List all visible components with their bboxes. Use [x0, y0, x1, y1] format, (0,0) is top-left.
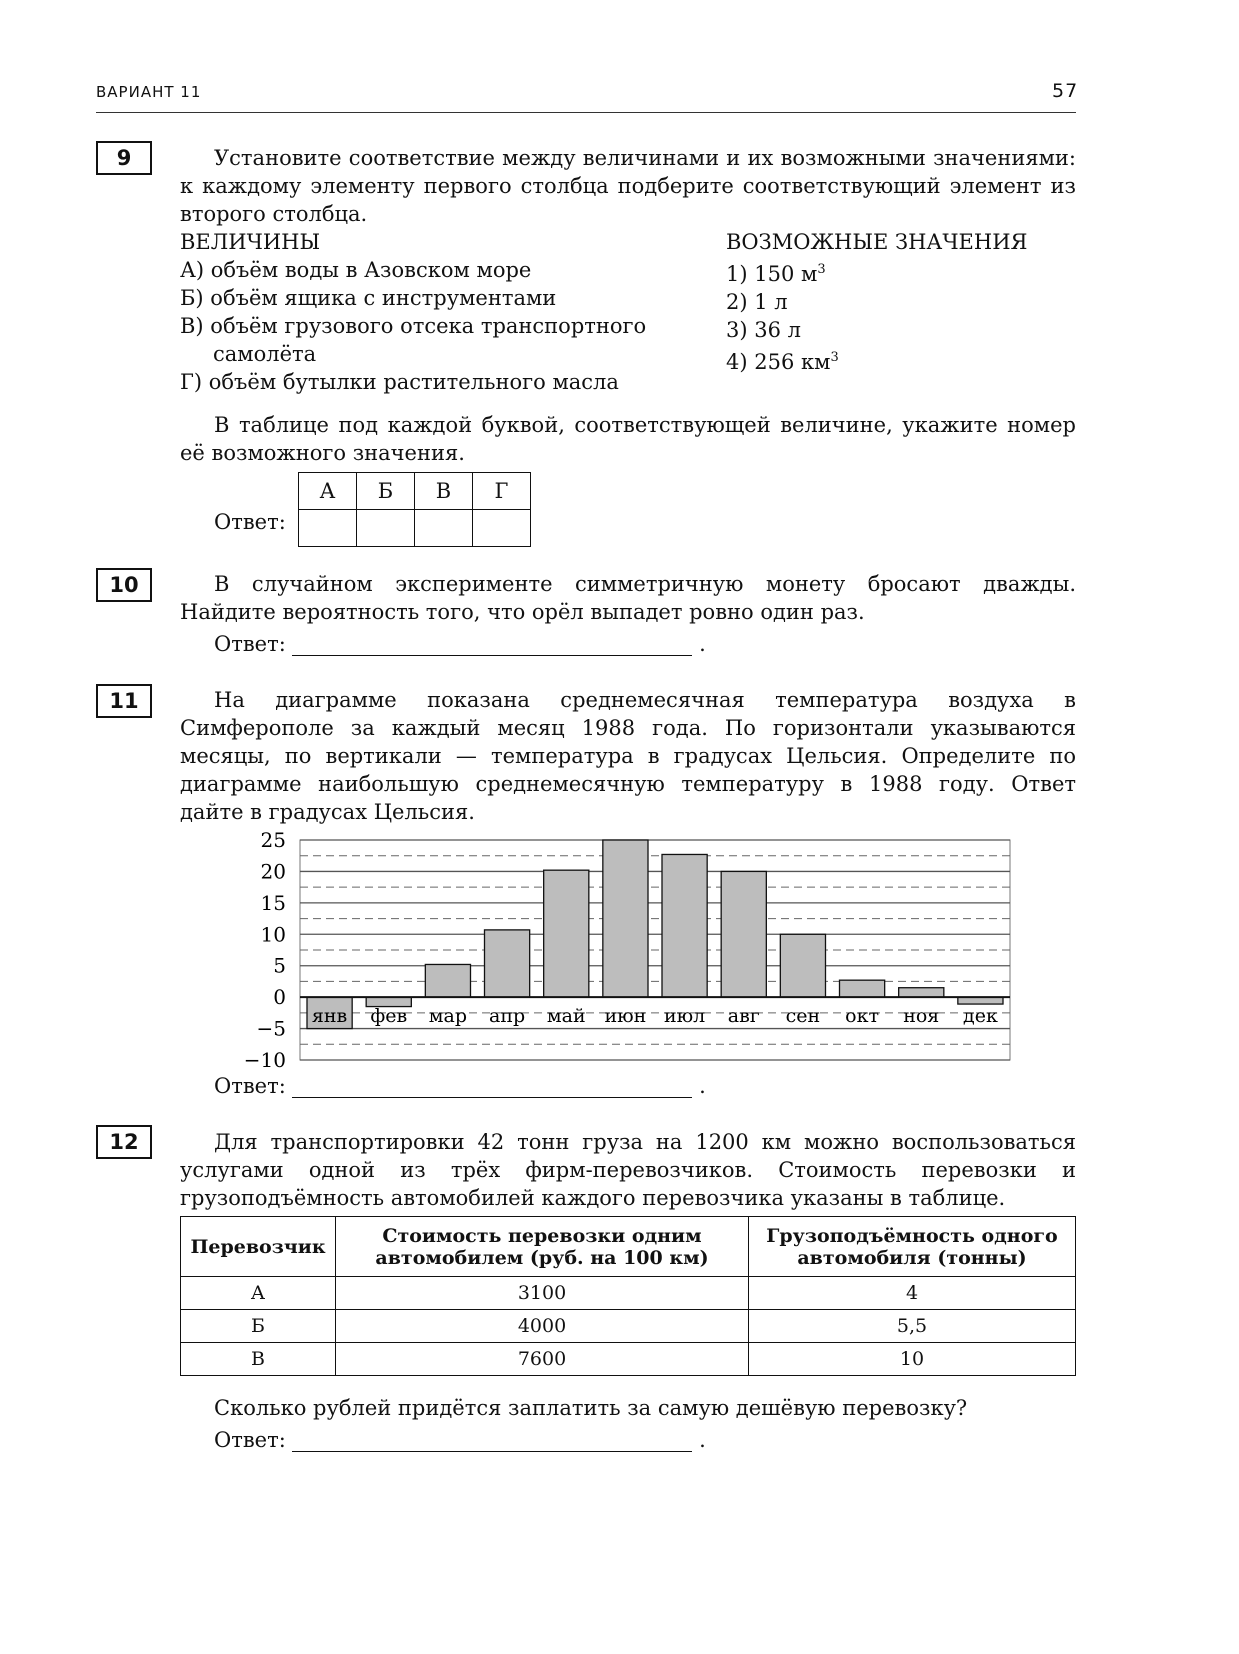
- x-tick-label: янв: [311, 1005, 348, 1028]
- x-tick-label: апр: [489, 1005, 526, 1028]
- x-tick-label: авг: [727, 1005, 760, 1028]
- answer-line[interactable]: [292, 637, 692, 656]
- answer-cell[interactable]: [473, 510, 531, 547]
- value-item: 1) 150 $м^3$: [726, 262, 826, 286]
- x-tick-label: май: [546, 1005, 586, 1028]
- task-number-12: 12: [96, 1125, 152, 1159]
- bar-дек: [958, 997, 1003, 1004]
- carriers-table: Перевозчик Стоимость перевозки одним автомобилем (руб. на 100 км) Грузоподъёмность одного автомобиля (тонны) А 3100 4 Б 4000 5,5 В 7600 10: [180, 1216, 1076, 1376]
- answer-line[interactable]: [292, 1433, 692, 1452]
- task-12-text: Для транспортировки 42 тонн груза на 1200 км можно воспользоваться услугами одной из трёх фирм-перевозчиков. Стоимость перевозки и грузоподъёмность автомобилей каждого перевозчика указаны в таблице.: [180, 1130, 1076, 1210]
- y-tick-label: −5: [256, 1016, 286, 1041]
- variant-header: ВАРИАНТ 11: [96, 83, 202, 101]
- y-tick-label: 5: [273, 953, 286, 978]
- value-item: 3) 36 л: [726, 318, 801, 342]
- answer-row: Ответ: .: [214, 1074, 706, 1098]
- x-tick-label: июн: [604, 1005, 647, 1028]
- page-number: 57: [1052, 80, 1079, 102]
- x-tick-label: сен: [785, 1005, 821, 1028]
- y-tick-label: −10: [243, 1048, 286, 1072]
- table-row: А 3100 4: [181, 1277, 1076, 1310]
- answer-line[interactable]: [292, 1079, 692, 1098]
- y-tick-label: 15: [260, 890, 286, 915]
- bar-ноя: [899, 988, 944, 997]
- x-tick-label: мар: [428, 1005, 468, 1028]
- x-tick-label: дек: [963, 1005, 998, 1028]
- answer-label: Ответ:: [214, 510, 286, 534]
- bar-авг: [721, 871, 766, 997]
- task-11-text: На диаграмме показана среднемесячная температура воздуха в Симферополе за каждый месяц 1988 года. По горизонтали указываются месяцы, по вертикали — температура в градусах Цельсия. Определите по диаграмме наибольшую среднемесячную температуру в 1988 году. Ответ дайте в градусах Цельсия.: [180, 688, 1076, 824]
- y-tick-label: 25: [260, 828, 286, 852]
- bar-окт: [840, 980, 885, 997]
- answer-cell[interactable]: [415, 510, 473, 547]
- col1-title: ВЕЛИЧИНЫ: [180, 230, 321, 254]
- value-item: 2) 1 л: [726, 290, 788, 314]
- values-column: [726, 228, 1076, 376]
- table-row: Б 4000 5,5: [181, 1310, 1076, 1343]
- temperature-chart: [240, 828, 1030, 1078]
- task-number-10: 10: [96, 568, 152, 602]
- task-number-9: 9: [96, 141, 152, 175]
- col2-title: ВОЗМОЖНЫЕ ЗНАЧЕНИЯ: [726, 230, 1028, 254]
- task-number-11: 11: [96, 684, 152, 718]
- bar-мар: [425, 964, 470, 997]
- answer-row: Ответ: .: [214, 1428, 706, 1452]
- y-tick-label: 10: [260, 922, 286, 947]
- x-tick-label: окт: [845, 1005, 879, 1028]
- value-item: 4) 256 $км^3$: [726, 350, 839, 374]
- task-9-instruction: В таблице под каждой буквой, соответствующей величине, укажите номер её возможного значения.: [180, 413, 1076, 465]
- task-12-question: Сколько рублей придётся заплатить за самую дешёвую перевозку?: [214, 1396, 968, 1420]
- bar-июл: [662, 854, 707, 997]
- x-tick-label: июл: [663, 1005, 706, 1028]
- answer-cell[interactable]: [299, 510, 357, 547]
- quantity-item: Б) объём ящика с инструментами: [180, 286, 557, 310]
- answer-row: Ответ: .: [214, 632, 706, 656]
- bar-май: [544, 870, 589, 997]
- bar-июн: [603, 840, 648, 997]
- answer-table: А Б В Г: [298, 472, 531, 547]
- quantity-item: А) объём воды в Азовском море: [180, 258, 532, 282]
- answer-cell[interactable]: [357, 510, 415, 547]
- x-tick-label: фев: [370, 1005, 408, 1028]
- header-divider: [96, 112, 1076, 113]
- task-9-text: Установите соответствие между величинами и их возможными значениями: к каждому элементу первого столбца подберите соответствующий элемент из второго столбца.: [180, 146, 1076, 226]
- x-tick-label: ноя: [903, 1005, 940, 1028]
- bar-апр: [485, 930, 530, 997]
- table-row: В 7600 10: [181, 1343, 1076, 1376]
- y-tick-label: 20: [260, 859, 286, 884]
- quantity-item: Г) объём бутылки растительного масла: [180, 370, 619, 394]
- quantities-column: [180, 228, 680, 396]
- task-10-text: В случайном эксперименте симметричную монету бросают дважды. Найдите вероятность того, что орёл выпадет ровно один раз.: [180, 572, 1076, 624]
- bar-сен: [780, 934, 825, 997]
- quantity-item: В) объём грузового отсека транспортного самолёта: [180, 314, 647, 366]
- y-tick-label: 0: [273, 985, 286, 1010]
